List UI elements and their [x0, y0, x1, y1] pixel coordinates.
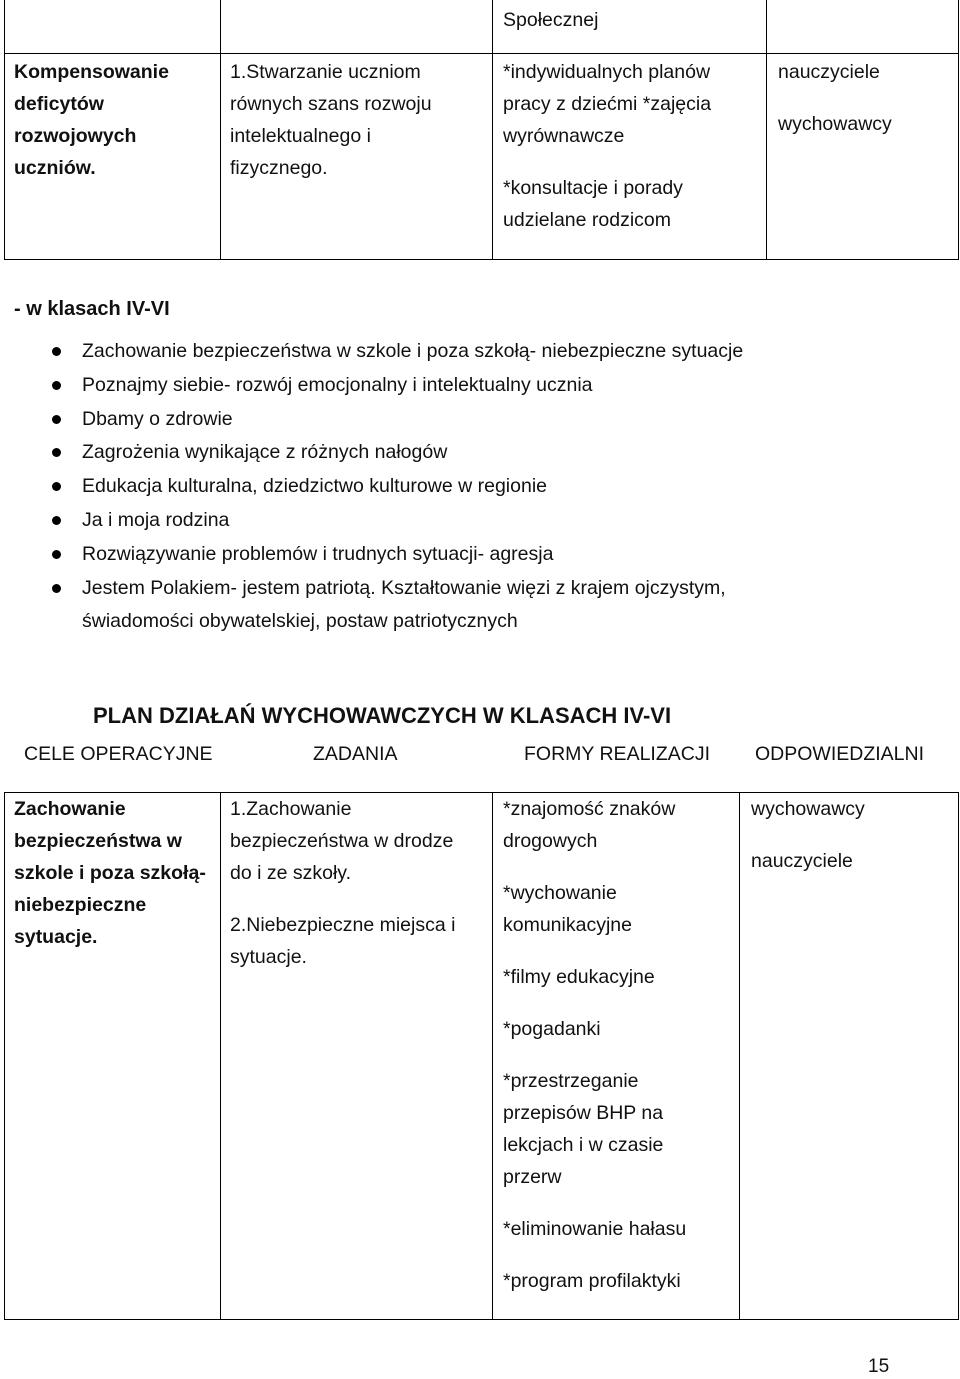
list-item: Edukacja kulturalna, dziedzictwo kulturowe w regionie — [82, 470, 743, 504]
forms-cell — [503, 56, 711, 236]
goal-line: bezpieczeństwa w — [14, 830, 182, 852]
responsible-line: nauczyciele — [778, 61, 880, 83]
plan-goal-cell — [14, 793, 206, 953]
list-item-continuation: świadomości obywatelskiej, postaw patriotycznych — [82, 610, 518, 633]
responsible-cell — [778, 56, 892, 140]
responsible-line: nauczyciele — [751, 850, 853, 872]
plan-tasks-cell — [230, 793, 455, 973]
form-item: *eliminowanie hałasu — [503, 1218, 687, 1240]
task-line: równych szans rozwoju — [230, 93, 432, 115]
task-line: do i ze szkoły. — [230, 862, 352, 884]
task-line: intelektualnego i — [230, 125, 371, 147]
task-line: sytuacje. — [230, 946, 307, 968]
goal-line: deficytów — [14, 93, 104, 115]
list-item: Jestem Polakiem- jestem patriotą. Kształtowanie więzi z krajem ojczystym, — [82, 572, 743, 606]
goal-cell — [14, 56, 169, 184]
form-line: *indywidualnych planów — [503, 61, 711, 83]
goal-line: rozwojowych — [14, 125, 137, 147]
bullet-icon — [52, 482, 61, 491]
task-line: 1.Stwarzanie uczniom — [230, 61, 421, 83]
goal-line: Kompensowanie — [14, 61, 169, 83]
page-number: 15 — [868, 1356, 890, 1377]
section-heading: - w klasach IV-VI — [14, 298, 170, 320]
goal-line: uczniów. — [14, 157, 96, 179]
list-item: Dbamy o zdrowie — [82, 403, 743, 437]
bullet-icon — [52, 550, 61, 559]
header-fragment: Społecznej — [503, 9, 599, 31]
plan-title: PLAN DZIAŁAŃ WYCHOWAWCZYCH W KLASACH IV-VI — [93, 703, 672, 728]
responsible-line: wychowawcy — [751, 798, 865, 820]
responsible-line: wychowawcy — [778, 113, 892, 135]
goal-line: szkole i poza szkołą- — [14, 862, 206, 884]
goal-line: Zachowanie — [14, 798, 126, 820]
bullet-icon — [52, 448, 61, 457]
form-line: udzielane rodzicom — [503, 209, 672, 231]
task-line: fizycznego. — [230, 157, 328, 179]
list-item: Zagrożenia wynikające z różnych nałogów — [82, 436, 743, 470]
task-line: bezpieczeństwa w drodze — [230, 830, 454, 852]
list-item: Ja i moja rodzina — [82, 504, 743, 538]
form-item: *znajomość znaków drogowych — [503, 798, 676, 852]
form-item: *wychowanie komunikacyjne — [503, 882, 632, 936]
form-item: *pogadanki — [503, 1018, 601, 1040]
form-line: wyrównawcze — [503, 125, 625, 147]
list-item: Zachowanie bezpieczeństwa w szkole i poza szkołą- niebezpieczne sytuacje — [82, 335, 743, 369]
column-header-tasks: ZADANIA — [313, 743, 398, 765]
column-header-goals: CELE OPERACYJNE — [24, 743, 213, 765]
bullet-icon — [52, 584, 61, 593]
bullet-icon — [52, 347, 61, 356]
form-item: *przestrzeganie przepisów BHP na lekcjach i w czasie przerw — [503, 1070, 664, 1188]
column-header-forms: FORMY REALIZACJI — [524, 743, 711, 765]
column-header-responsible: ODPOWIEDZIALNI — [755, 743, 925, 765]
form-item: *program profilaktyki — [503, 1270, 681, 1292]
plan-forms-cell — [503, 793, 686, 1297]
plan-responsible-cell — [751, 793, 865, 877]
bullet-icon — [52, 415, 61, 424]
bullet-icon — [52, 381, 61, 390]
task-line: 2.Niebezpieczne miejsca i — [230, 914, 456, 936]
task-line: 1.Zachowanie — [230, 798, 352, 820]
tasks-cell — [230, 56, 432, 184]
form-line: *konsultacje i porady — [503, 177, 683, 199]
goal-line: sytuacje. — [14, 926, 98, 948]
form-line: pracy z dziećmi *zajęcia — [503, 93, 712, 115]
goal-line: niebezpieczne — [14, 894, 147, 916]
bullet-icon — [52, 516, 61, 525]
form-item: *filmy edukacyjne — [503, 966, 655, 988]
list-item: Poznajmy siebie- rozwój emocjonalny i intelektualny ucznia — [82, 369, 743, 403]
list-item: Rozwiązywanie problemów i trudnych sytuacji- agresja — [82, 538, 743, 572]
topic-list — [82, 335, 743, 639]
